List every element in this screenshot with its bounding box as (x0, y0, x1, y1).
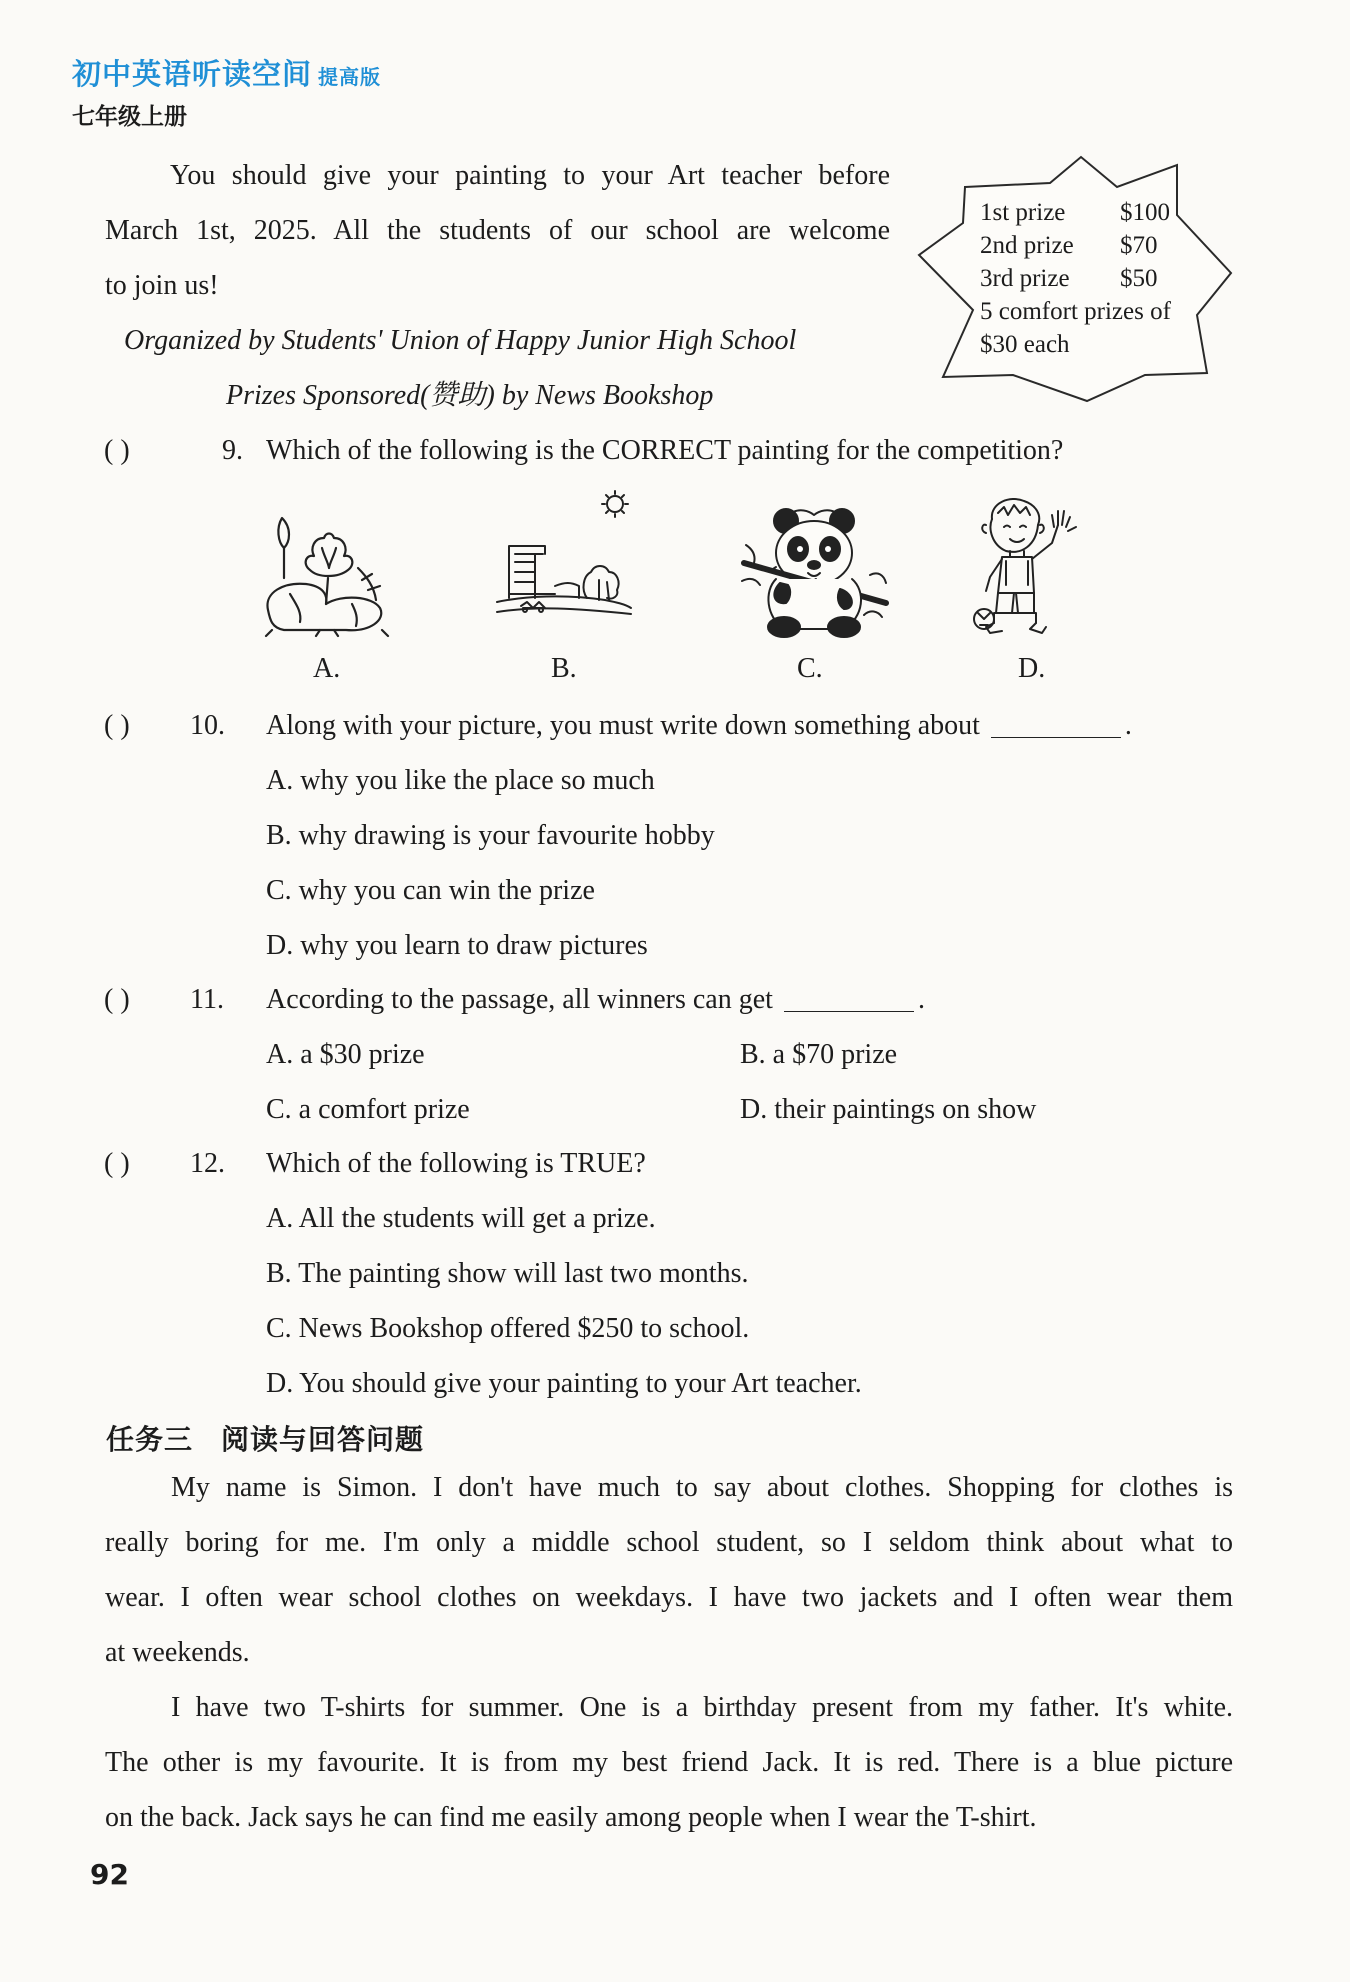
q9-text: Which of the following is the CORRECT painting for the competition? (266, 435, 1064, 466)
picture-b-label: B. (551, 653, 577, 684)
p1-line-2: really boring for me. I'm only a middle school student, so I seldom think about what to (105, 1527, 1233, 1558)
q10-number: 10. (190, 710, 225, 741)
q10-option-d[interactable]: D. why you learn to draw pictures (266, 930, 648, 961)
picture-a[interactable] (262, 508, 392, 643)
q11-option-a[interactable]: A. a $30 prize (266, 1039, 425, 1070)
q10-blank (991, 736, 1121, 738)
q12-option-c[interactable]: C. News Bookshop offered $250 to school. (266, 1313, 750, 1344)
prize-burst (915, 155, 1235, 405)
panda-icon (740, 505, 890, 640)
picture-c[interactable] (740, 505, 890, 645)
picture-b[interactable] (495, 490, 635, 635)
picture-d-label: D. (1018, 653, 1046, 684)
q12-text: Which of the following is TRUE? (266, 1148, 646, 1179)
book-title (72, 52, 381, 93)
picture-d[interactable] (970, 495, 1090, 645)
task-3-heading (106, 1418, 452, 1458)
picture-a-label: A. (313, 653, 341, 684)
intro-line-1: You should give your painting to your Art teacher before (170, 160, 890, 191)
page-number: 92 (90, 1858, 129, 1891)
q11-number: 11. (190, 984, 224, 1015)
q12-option-d[interactable]: D. You should give your painting to your Art teacher. (266, 1368, 862, 1399)
prize-3-name: 3rd prize (980, 265, 1070, 292)
boy-waving-icon (970, 495, 1090, 640)
q11-option-d[interactable]: D. their paintings on show (740, 1094, 1037, 1125)
park-scene-icon (495, 490, 635, 630)
q12-option-a[interactable]: A. All the students will get a prize. (266, 1203, 656, 1234)
prize-1-name: 1st prize (980, 199, 1066, 226)
task-3-title: 阅读与回答问题 (221, 1423, 425, 1456)
p1-line-1: My name is Simon. I don't have much to say about clothes. Shopping for clothes is (171, 1472, 1233, 1503)
q12-number: 12. (190, 1148, 225, 1179)
p2-line-3: on the back. Jack says he can find me easily among people when I wear the T-shirt. (105, 1802, 1037, 1833)
q10-stem: Along with your picture, you must write down something about (266, 710, 980, 741)
prize-2-name: 2nd prize (980, 232, 1074, 259)
lotus-icon (262, 508, 392, 638)
q11-option-c[interactable]: C. a comfort prize (266, 1094, 470, 1125)
comfort-prize-label: 5 comfort prizes of (980, 298, 1171, 325)
q11-answer-paren[interactable]: ( ) (104, 984, 130, 1015)
q10-answer-paren[interactable]: ( ) (104, 710, 130, 741)
q9-number: 9. (222, 435, 243, 466)
q10-text (266, 712, 1132, 740)
book-title-main: 初中英语听读空间 (72, 57, 313, 91)
q10-option-b[interactable]: B. why drawing is your favourite hobby (266, 820, 715, 851)
p1-line-3: wear. I often wear school clothes on weekdays. I have two jackets and I often wear them (105, 1582, 1233, 1613)
book-title-edition: 提高版 (318, 65, 382, 89)
q10-option-c[interactable]: C. why you can win the prize (266, 875, 595, 906)
q11-text (266, 986, 925, 1014)
prize-2-amount: $70 (1120, 232, 1158, 259)
q10-end: . (1124, 710, 1132, 741)
comfort-prize-amount: $30 each (980, 331, 1070, 358)
picture-c-label: C. (797, 653, 823, 684)
q12-answer-paren[interactable]: ( ) (104, 1148, 130, 1179)
sponsor-line: Prizes Sponsored(赞助) by News Bookshop (226, 380, 714, 411)
q11-option-b[interactable]: B. a $70 prize (740, 1039, 898, 1070)
q11-stem: According to the passage, all winners can get (266, 984, 773, 1015)
q11-end: . (917, 984, 925, 1015)
q11-blank (784, 1010, 914, 1012)
prize-1-amount: $100 (1120, 199, 1170, 226)
task-3-label: 任务三 (106, 1423, 194, 1456)
q10-option-a[interactable]: A. why you like the place so much (266, 765, 655, 796)
p1-line-4: at weekends. (105, 1637, 250, 1668)
intro-line-3: to join us! (105, 270, 219, 301)
burst-outline-icon (915, 155, 1235, 405)
q12-option-b[interactable]: B. The painting show will last two months. (266, 1258, 749, 1289)
q9-answer-paren[interactable]: ( ) (104, 435, 130, 466)
organizer-line: Organized by Students' Union of Happy Junior High School (124, 325, 797, 356)
p2-line-2: The other is my favourite. It is from my best friend Jack. It is red. There is a blue picture (105, 1747, 1233, 1778)
intro-line-2: March 1st, 2025. All the students of our school are welcome (105, 215, 890, 246)
prize-3-amount: $50 (1120, 265, 1158, 292)
p2-line-1: I have two T-shirts for summer. One is a birthday present from my father. It's white. (171, 1692, 1233, 1723)
grade-label: 七年级上册 (72, 104, 187, 130)
